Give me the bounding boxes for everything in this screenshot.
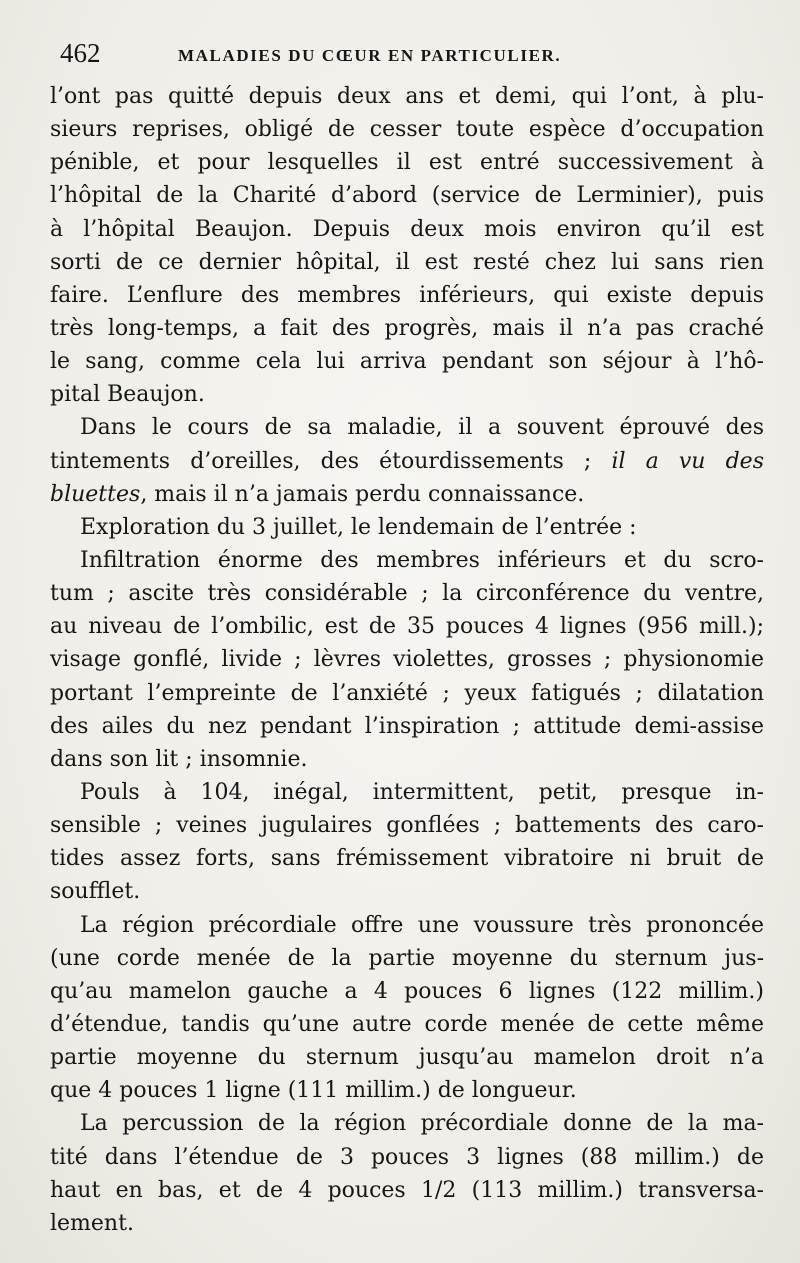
text-line: tum ; ascite très considérable ; la circonférence du ventre, bbox=[50, 581, 764, 607]
text-line: Dans le cours de sa maladie, il a souvent éprouvé des bbox=[80, 415, 764, 441]
text-line: Pouls à 104, inégal, intermittent, petit, presque in- bbox=[80, 779, 764, 805]
text-line: que 4 pouces 1 ligne (111 millim.) de longueur. bbox=[50, 1078, 577, 1104]
text-line: haut en bas, et de 4 pouces 1/2 (113 millim.) transversa- bbox=[50, 1177, 764, 1203]
text-line: très long-temps, a fait des progrès, mais il n’a pas craché bbox=[50, 315, 764, 341]
text-line: d’étendue, tandis qu’une autre corde menée de cette même bbox=[50, 1011, 764, 1037]
text-line: tides assez forts, sans frémissement vibratoire ni bruit de bbox=[50, 846, 764, 872]
text-line-with-italic bbox=[50, 445, 764, 478]
page-number: 462 bbox=[60, 38, 101, 68]
text-line: qu’au mamelon gauche a 4 pouces 6 lignes (122 millim.) bbox=[50, 978, 764, 1004]
body-text bbox=[50, 80, 764, 1240]
text-line: tité dans l’étendue de 3 pouces 3 lignes (88 millim.) de bbox=[50, 1144, 764, 1170]
text-line: sorti de ce dernier hôpital, il est resté chez lui sans rien bbox=[50, 249, 764, 275]
page-header bbox=[60, 38, 760, 78]
text-line: sieurs reprises, obligé de cesser toute espèce d’occupation bbox=[50, 117, 764, 143]
text-line: à l’hôpital Beaujon. Depuis deux mois environ qu’il est bbox=[50, 216, 764, 242]
text-line: bluettes, mais il n’a jamais perdu connaissance. bbox=[50, 481, 585, 507]
text-line: La région précordiale offre une voussure très prononcée bbox=[80, 912, 764, 938]
text-line: (une corde menée de la partie moyenne du sternum jus- bbox=[50, 945, 764, 971]
text-line: dans son lit ; insomnie. bbox=[50, 746, 308, 772]
text-line: partie moyenne du sternum jusqu’au mamelon droit n’a bbox=[50, 1045, 764, 1071]
running-title: MALADIES DU CŒUR EN PARTICULIER. bbox=[178, 46, 562, 65]
text-line: le sang, comme cela lui arriva pendant son séjour à l’hô- bbox=[50, 349, 764, 375]
text-line: La percussion de la région précordiale donne de la ma- bbox=[80, 1111, 764, 1137]
text-line: lement. bbox=[50, 1210, 134, 1236]
text-line: faire. L’enflure des membres inférieurs, qui existe depuis bbox=[50, 282, 764, 308]
text-line: Exploration du 3 juillet, le lendemain de l’entrée : bbox=[80, 514, 637, 540]
text-line: l’hôpital de la Charité d’abord (service de Lerminier), puis bbox=[50, 183, 764, 209]
text-line: l’ont pas quitté depuis deux ans et demi, qui l’ont, à plu- bbox=[50, 84, 764, 109]
text-line: des ailes du nez pendant l’inspiration ; attitude demi-assise bbox=[50, 713, 764, 739]
text-line: portant l’empreinte de l’anxiété ; yeux fatigués ; dilatation bbox=[50, 680, 764, 706]
line-upright-part: tintements d’oreilles, des étourdissements ; il a vu des bbox=[50, 448, 764, 474]
text-line: visage gonflé, livide ; lèvres violettes, grosses ; physionomie bbox=[50, 647, 764, 673]
text-line: pénible, et pour lesquelles il est entré successivement à bbox=[50, 150, 764, 176]
italic-phrase: bluettes bbox=[50, 481, 141, 507]
text-line: sensible ; veines jugulaires gonflées ; battements des caro- bbox=[50, 813, 764, 839]
text-line: pital Beaujon. bbox=[50, 382, 205, 408]
text-line: au niveau de l’ombilic, est de 35 pouces 4 lignes (956 mill.); bbox=[50, 614, 764, 640]
text-line: soufflet. bbox=[50, 879, 141, 905]
text-line: Infiltration énorme des membres inférieurs et du scro- bbox=[80, 547, 764, 573]
italic-phrase: il a vu des bbox=[611, 448, 764, 474]
